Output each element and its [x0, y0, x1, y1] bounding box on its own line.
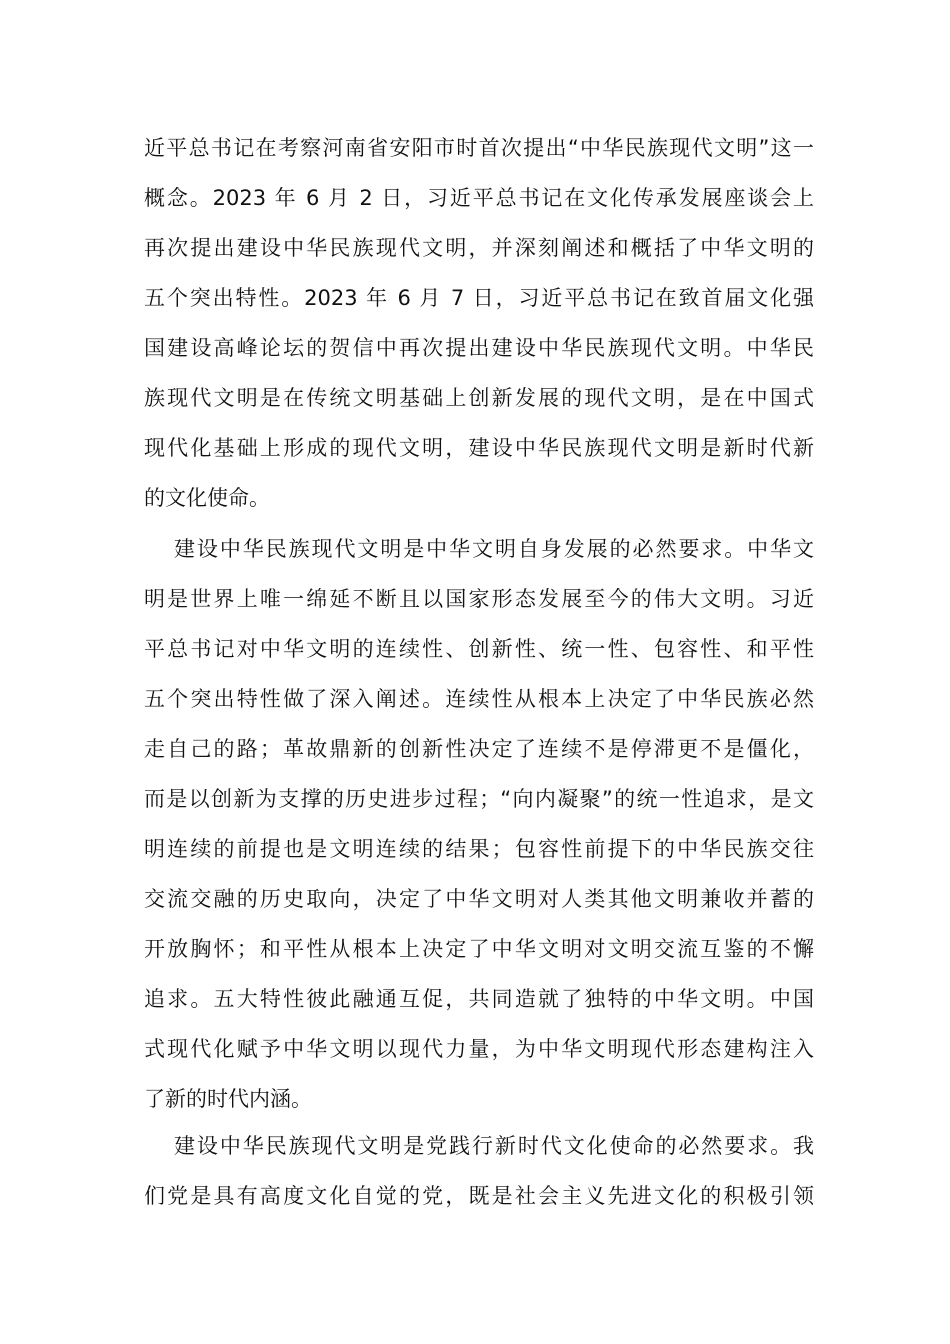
text-line: 明是世界上唯一绵延不断且以国家形态发展至今的伟大文明。习近 — [144, 587, 814, 611]
text-line: 国建设高峰论坛的贺信中再次提出建设中华民族现代文明。中华民 — [144, 336, 814, 360]
text-line: 建设中华民族现代文明是中华文明自身发展的必然要求。中华文 — [174, 537, 814, 561]
paragraph-1 — [144, 123, 814, 523]
text-line: 明连续的前提也是文明连续的结果；包容性前提下的中华民族交往 — [144, 837, 814, 861]
text-line: 交流交融的历史取向，决定了中华文明对人类其他文明兼收并蓄的 — [144, 887, 814, 911]
text-line: 五个突出特性做了深入阐述。连续性从根本上决定了中华民族必然 — [144, 687, 814, 711]
text-line: 概念。2023 年 6 月 2 日，习近平总书记在文化传承发展座谈会上 — [144, 186, 814, 210]
text-line: 们党是具有高度文化自觉的党，既是社会主义先进文化的积极引领 — [144, 1184, 814, 1208]
paragraph-3 — [144, 1121, 814, 1221]
text-line: 五个突出特性。2023 年 6 月 7 日，习近平总书记在致首届文化强 — [144, 286, 814, 310]
text-line: 现代化基础上形成的现代文明，建设中华民族现代文明是新时代新 — [144, 436, 814, 460]
text-line: 了新的时代内涵。 — [144, 1087, 312, 1111]
text-line: 近平总书记在考察河南省安阳市时首次提出“中华民族现代文明”这一 — [144, 136, 814, 160]
text-line: 平总书记对中华文明的连续性、创新性、统一性、包容性、和平性 — [144, 637, 814, 661]
text-line: 走自己的路；革故鼎新的创新性决定了连续不是停滞更不是僵化， — [144, 737, 814, 761]
text-line: 的文化使命。 — [144, 486, 270, 510]
text-line: 式现代化赋予中华文明以现代力量，为中华文明现代形态建构注入 — [144, 1037, 814, 1061]
text-line: 开放胸怀；和平性从根本上决定了中华文明对文明交流互鉴的不懈 — [144, 937, 814, 961]
text-line: 追求。五大特性彼此融通互促，共同造就了独特的中华文明。中国 — [144, 987, 814, 1011]
text-line: 再次提出建设中华民族现代文明，并深刻阐述和概括了中华文明的 — [144, 236, 814, 260]
text-line: 建设中华民族现代文明是党践行新时代文化使命的必然要求。我 — [174, 1134, 814, 1158]
text-line: 族现代文明是在传统文明基础上创新发展的现代文明，是在中国式 — [144, 386, 814, 410]
paragraph-2 — [144, 524, 814, 1124]
text-line: 而是以创新为支撑的历史进步过程；“向内凝聚”的统一性追求，是文 — [144, 787, 814, 811]
